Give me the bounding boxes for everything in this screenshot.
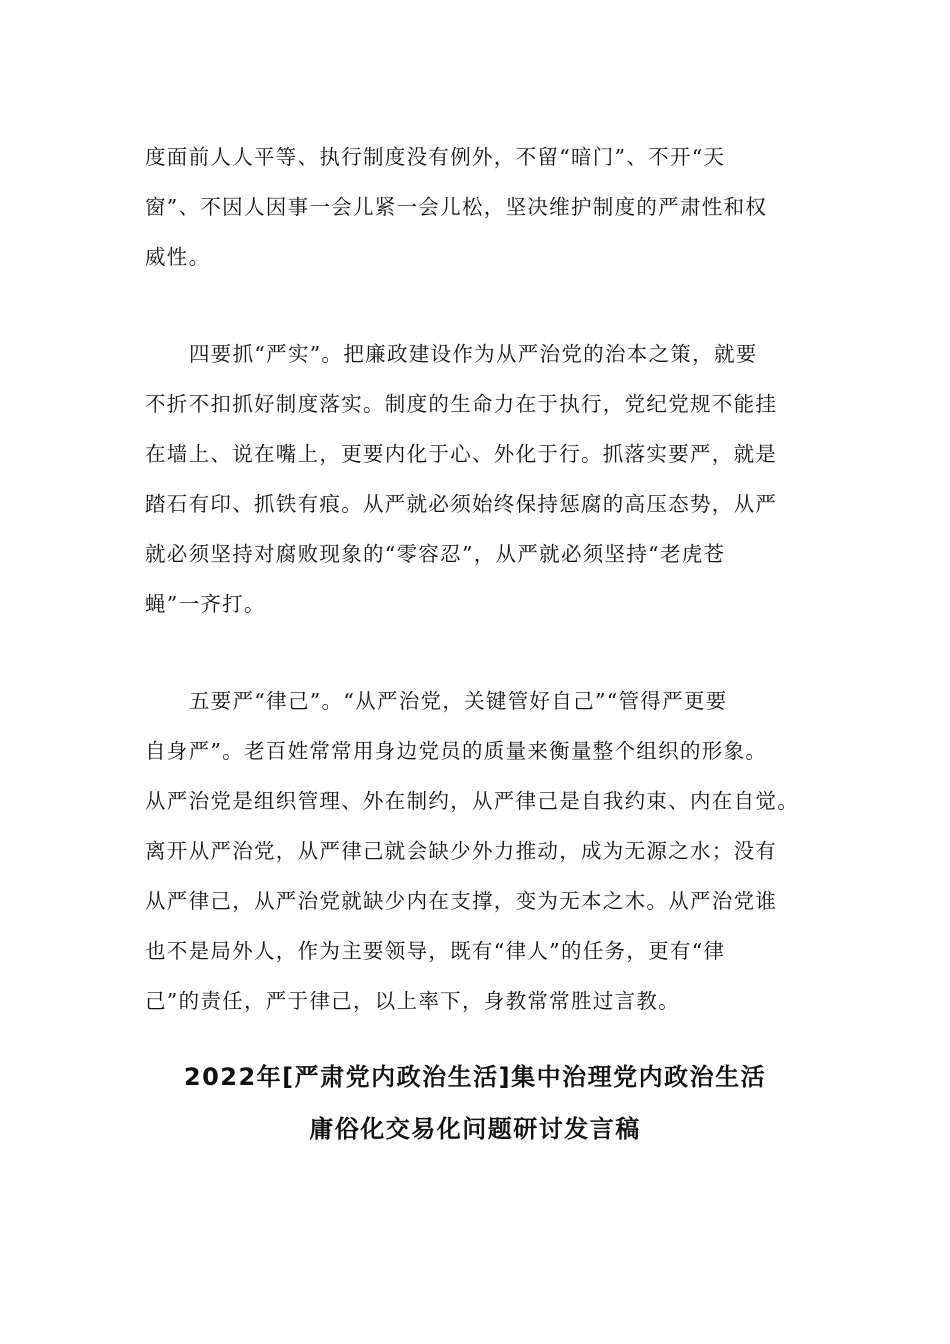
paragraph-line: 也不是局外人，作为主要领导，既有“律人”的任务，更有“律	[145, 939, 726, 963]
paragraph-line: 从严治党是组织管理、外在制约，从严律己是自我约束、内在自觉。	[145, 789, 799, 813]
paragraph-line: 从严律己，从严治党就缺少内在支撑，变为无本之木。从严治党谁	[145, 889, 778, 913]
document-title-line-1: 2022年[严肃党内政治生活]集中治理党内政治生活	[183, 1063, 767, 1091]
paragraph-line: 五要严“律己”。“从严治党，关键管好自己”“管得严更要	[189, 689, 728, 713]
paragraph-line: 踏石有印、抓铁有痕。从严就必须始终保持惩腐的高压态势，从严	[145, 492, 778, 516]
paragraph-line: 就必须坚持对腐败现象的“零容忍”，从严就必须坚持“老虎苍	[145, 542, 726, 566]
paragraph-line: 己”的责任，严于律己，以上率下，身教常常胜过言教。	[145, 989, 680, 1013]
paragraph-line: 威性。	[145, 245, 211, 269]
paragraph-continuation	[145, 132, 825, 282]
paragraph-line: 离开从严治党，从严律己就会缺少外力推动，成为无源之水；没有	[145, 839, 778, 863]
paragraph-fourth-point	[145, 329, 825, 629]
paragraph-line: 四要抓“严实”。把廉政建设作为从严治党的治本之策，就要	[189, 342, 758, 366]
paragraph-line: 窗”、不因人因事一会儿紧一会儿松，坚决维护制度的严肃性和权	[145, 195, 768, 219]
paragraph-line: 在墙上、说在嘴上，更要内化于心、外化于行。抓落实要严，就是	[145, 442, 778, 466]
paragraph-line: 蝇”一齐打。	[145, 592, 266, 616]
paragraph-line: 自身严”。老百姓常常用身边党员的质量来衡量整个组织的形象。	[145, 739, 768, 763]
document-title-line-2: 庸俗化交易化问题研讨发言稿	[309, 1115, 641, 1143]
paragraph-fifth-point	[145, 676, 825, 1026]
paragraph-line: 不折不扣抓好制度落实。制度的生命力在于执行，党纪党规不能挂	[145, 392, 778, 416]
paragraph-line: 度面前人人平等、执行制度没有例外，不留“暗门”、不开“天	[145, 145, 726, 169]
